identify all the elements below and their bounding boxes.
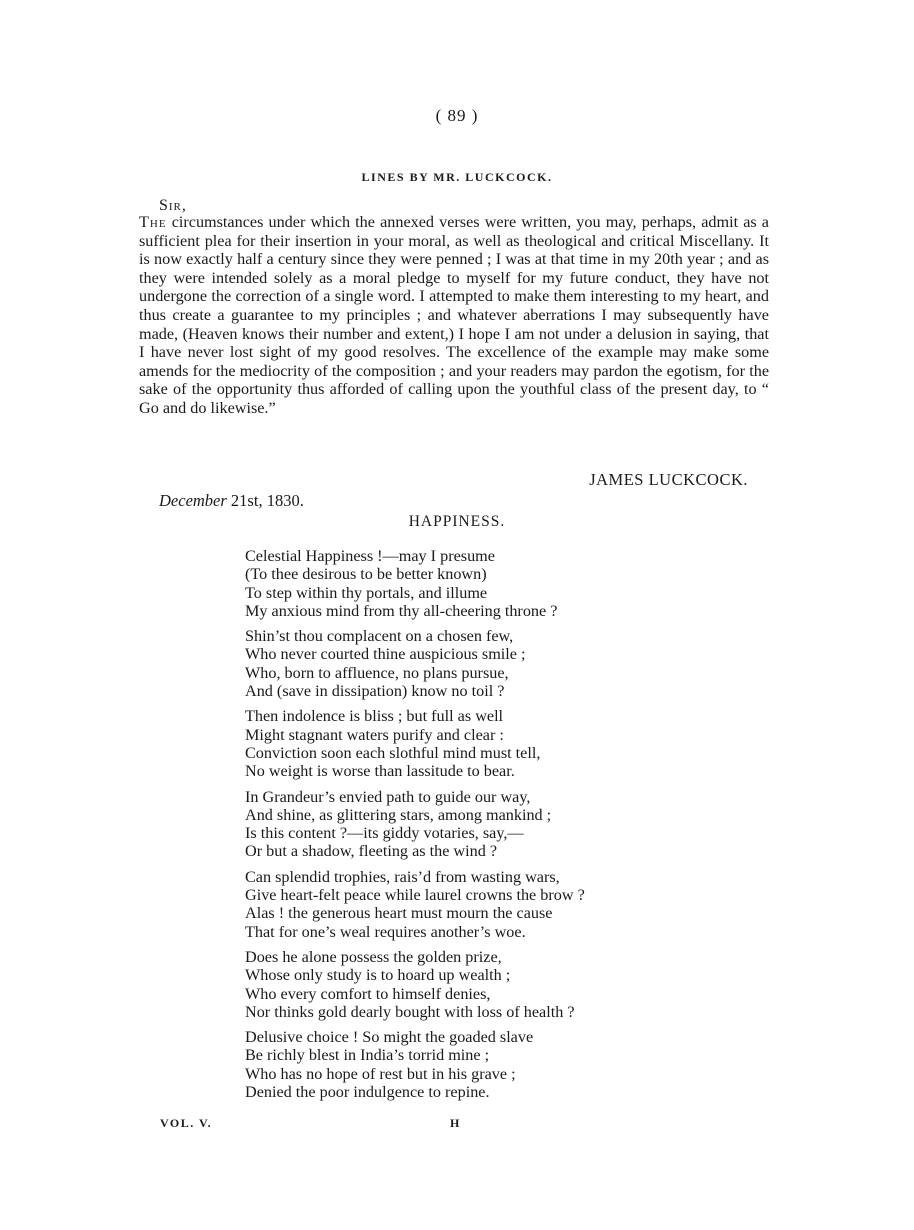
poem-line: Be richly blest in India’s torrid mine ; — [245, 1046, 490, 1065]
poem-line: No weight is worse than lassitude to bear. — [245, 762, 515, 781]
poem-line: Then indolence is bliss ; but full as well — [245, 707, 504, 726]
poem-line: To step within thy portals, and illume — [245, 583, 488, 602]
poem-line: Might stagnant waters purify and clear : — [245, 725, 504, 744]
letter-body — [139, 213, 769, 418]
stanza — [245, 707, 705, 780]
footer-volume: VOL. V. — [160, 1116, 213, 1130]
stanza — [245, 948, 705, 1021]
stanza — [245, 788, 705, 861]
poem — [245, 547, 705, 1108]
poem-line: Can splendid trophies, rais’d from wasting wars, — [245, 867, 560, 886]
poem-line: Who every comfort to himself denies, — [245, 984, 491, 1003]
poem-line: Denied the poor indulgence to repine. — [245, 1083, 490, 1102]
stanza — [245, 547, 705, 620]
poem-title: HAPPINESS. — [408, 513, 506, 530]
poem-line: And shine, as glittering stars, among mankind ; — [245, 805, 552, 824]
stanza — [245, 868, 705, 941]
poem-line: And (save in dissipation) know no toil ? — [245, 682, 505, 701]
poem-line: Conviction soon each slothful mind must tell, — [245, 743, 541, 762]
dateline — [159, 491, 304, 511]
poem-line: Shin’st thou complacent on a chosen few, — [245, 627, 514, 646]
poem-line: Is this content ?—its giddy votaries, say,— — [245, 824, 524, 843]
letter-text: circumstances under which the annexed verses were written, you may, perhaps, admit as a sufficient plea for their insertion in your moral, as well as theological and critical Miscellany. It is now exactly half a century since they were penned ; I was at that time in my 20th year ; and as they were intended solely as a moral pledge to myself for my future conduct, they have not undergone the correction of a single word. I attempted to make them interesting to my heart, and thus create a guarantee to my principles ; and whatever aberrations I may subsequently have made, (Heaven knows their number and extent,) I hope I am not under a delusion in saying, that I have never lost sight of my good resolves. The excellence of the example may make some amends for the mediocrity of the composition ; and your readers may pardon the egotism, for the sake of the opportunity thus afforded of calling upon the youthful class of the present day, to “ Go and do likewise.” — [139, 213, 769, 417]
poem-line: In Grandeur’s envied path to guide our way, — [245, 787, 531, 806]
poem-line: Celestial Happiness !—may I presume — [245, 547, 495, 565]
date-day: 21st — [230, 491, 259, 510]
poem-line: Who, born to affluence, no plans pursue, — [245, 663, 509, 682]
poem-line: Whose only study is to hoard up wealth ; — [245, 966, 511, 985]
poem-line: (To thee desirous to be better known) — [245, 565, 487, 584]
poem-line: Or but a shadow, fleeting as the wind ? — [245, 842, 498, 861]
article-title: LINES BY MR. LUCKCOCK. — [361, 170, 553, 184]
poem-line: That for one’s weal requires another’s woe. — [245, 922, 526, 941]
poem-line: Delusive choice ! So might the goaded slave — [245, 1028, 534, 1047]
date-month: December — [159, 491, 227, 510]
author-signature: JAMES LUCKCOCK. — [589, 470, 748, 489]
poem-line: My anxious mind from thy all-cheering throne ? — [245, 601, 558, 620]
poem-line: Does he alone possess the golden prize, — [245, 947, 502, 966]
poem-line: Alas ! the generous heart must mourn the cause — [245, 904, 553, 923]
date-year: , 1830. — [258, 491, 304, 510]
stanza — [245, 627, 705, 700]
page-number: ( 89 ) — [435, 106, 479, 125]
poem-line: Nor thinks gold dearly bought with loss of health ? — [245, 1002, 575, 1021]
salutation: Sir, — [159, 197, 187, 214]
poem-line: Who has no hope of rest but in his grave ; — [245, 1064, 516, 1083]
footer-signature-mark: H — [450, 1116, 460, 1130]
stanza — [245, 1028, 705, 1101]
poem-line: Give heart-felt peace while laurel crowns the brow ? — [245, 886, 585, 905]
letter-lead-word: The — [139, 213, 167, 231]
poem-line: Who never courted thine auspicious smile ; — [245, 645, 526, 664]
